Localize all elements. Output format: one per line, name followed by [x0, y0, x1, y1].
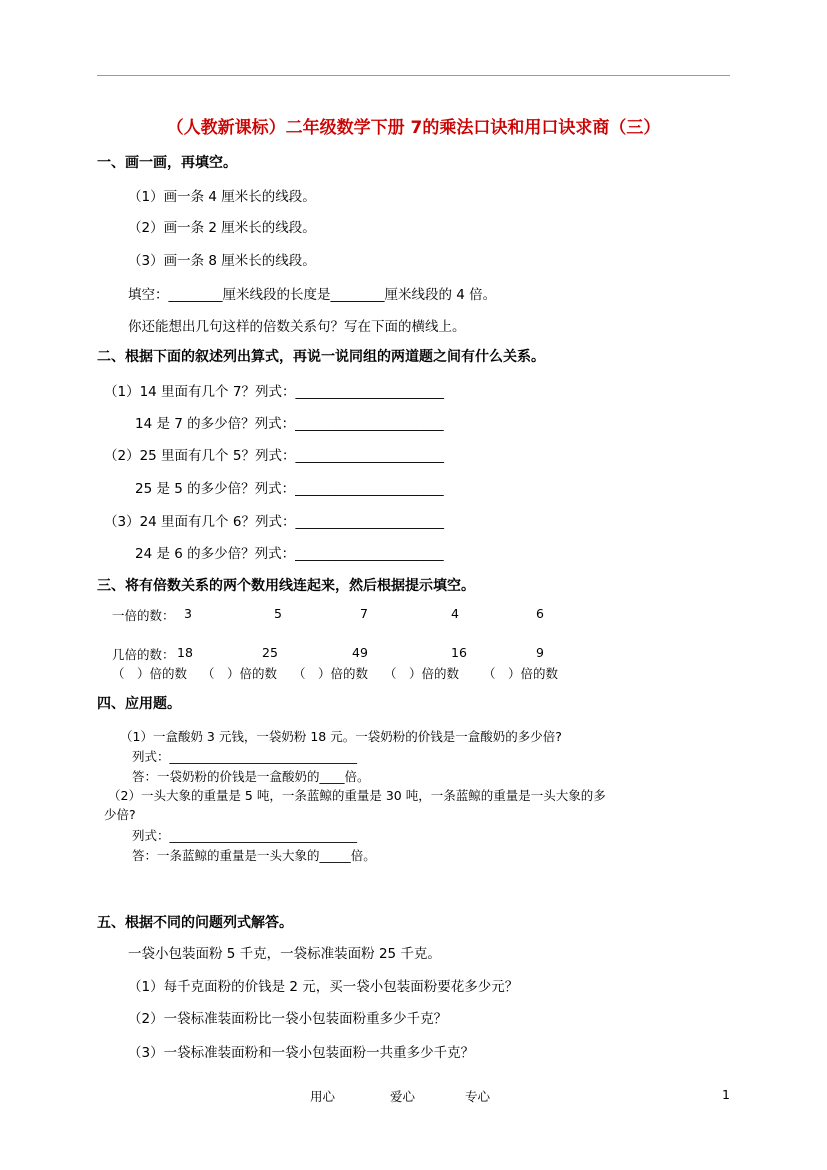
- row2-label: 几倍的数：: [112, 647, 175, 662]
- section4-q1-answer: 答：一袋奶粉的价钱是一盒酸奶的____倍。: [132, 769, 370, 784]
- section2-line-2: 14 是 7 的多少倍？列式：______________________: [135, 416, 444, 432]
- row2-value: 9: [536, 645, 544, 660]
- section2-line-4: 25 是 5 的多少倍？列式：______________________: [135, 481, 444, 497]
- section2-line-1: （1）14 里面有几个 7？列式：______________________: [104, 384, 444, 400]
- row1-value: 3: [184, 606, 192, 621]
- blank-label: （ ）倍的数: [202, 666, 278, 681]
- section4-q2-formula: 列式：______________________________: [132, 828, 358, 843]
- section1-heading: 一、画一画，再填空。: [97, 155, 237, 171]
- section2-line-5: （3）24 里面有几个 6？列式：______________________: [104, 514, 444, 530]
- row1-value: 4: [451, 606, 459, 621]
- section2-line-6: 24 是 6 的多少倍？列式：______________________: [135, 546, 444, 562]
- blank-label: （ ）倍的数: [112, 666, 188, 681]
- section5-intro: 一袋小包装面粉 5 千克，一袋标准装面粉 25 千克。: [128, 946, 441, 962]
- section5-item-2: （2）一袋标准装面粉比一袋小包装面粉重多少千克？: [128, 1011, 448, 1027]
- section5-item-3: （3）一袋标准装面粉和一袋小包装面粉一共重多少千克？: [128, 1045, 475, 1061]
- page-number: 1: [722, 1087, 730, 1102]
- section3-heading: 三、将有倍数关系的两个数用线连起来，然后根据提示填空。: [97, 578, 475, 594]
- footer-word: 用心: [310, 1089, 336, 1104]
- blank-label: （ ）倍的数: [483, 666, 559, 681]
- blank-label: （ ）倍的数: [293, 666, 369, 681]
- footer-word: 爱心: [390, 1089, 416, 1104]
- section5-heading: 五、根据不同的问题列式解答。: [97, 915, 293, 931]
- section2-line-3: （2）25 里面有几个 5？列式：______________________: [104, 448, 444, 464]
- section4-q1-formula: 列式：______________________________: [132, 749, 358, 764]
- page-title: （人教新课标）二年级数学下册 7的乘法口诀和用口诀求商（三）: [166, 118, 661, 138]
- row1-label: 一倍的数：: [112, 608, 175, 623]
- section4-q2-line1: （2）一头大象的重量是 5 吨，一条蓝鲸的重量是 30 吨，一条蓝鲸的重量是一头大象的多: [108, 788, 606, 803]
- row1-value: 5: [274, 606, 282, 621]
- row1-value: 6: [536, 606, 544, 621]
- section4-q2-answer: 答：一条蓝鲸的重量是一头大象的_____倍。: [132, 848, 376, 863]
- row2-value: 25: [262, 645, 278, 660]
- row2-value: 16: [451, 645, 467, 660]
- blank-label: （ ）倍的数: [384, 666, 460, 681]
- row2-value: 18: [177, 645, 193, 660]
- section5-item-1: （1）每千克面粉的价钱是 2 元，买一袋小包装面粉要花多少元？: [128, 979, 519, 995]
- section1-item-2: （2）画一条 2 厘米长的线段。: [128, 220, 316, 236]
- row1-value: 7: [360, 606, 368, 621]
- section1-prompt: 你还能想出几句这样的倍数关系句？写在下面的横线上。: [128, 319, 466, 335]
- header-rule: [97, 75, 730, 76]
- section4-q2-line2: 少倍?: [104, 807, 136, 822]
- section4-q1: （1）一盒酸奶 3 元钱，一袋奶粉 18 元。一袋奶粉的价钱是一盒酸奶的多少倍?: [120, 729, 562, 744]
- section4-heading: 四、应用题。: [97, 696, 181, 712]
- section1-item-3: （3）画一条 8 厘米长的线段。: [128, 253, 316, 269]
- section1-fill: 填空：________厘米线段的长度是________厘米线段的 4 倍。: [128, 287, 497, 303]
- section1-item-1: （1）画一条 4 厘米长的线段。: [128, 189, 316, 205]
- row2-value: 49: [352, 645, 368, 660]
- section2-heading: 二、根据下面的叙述列出算式，再说一说同组的两道题之间有什么关系。: [97, 349, 545, 365]
- footer-word: 专心: [465, 1089, 491, 1104]
